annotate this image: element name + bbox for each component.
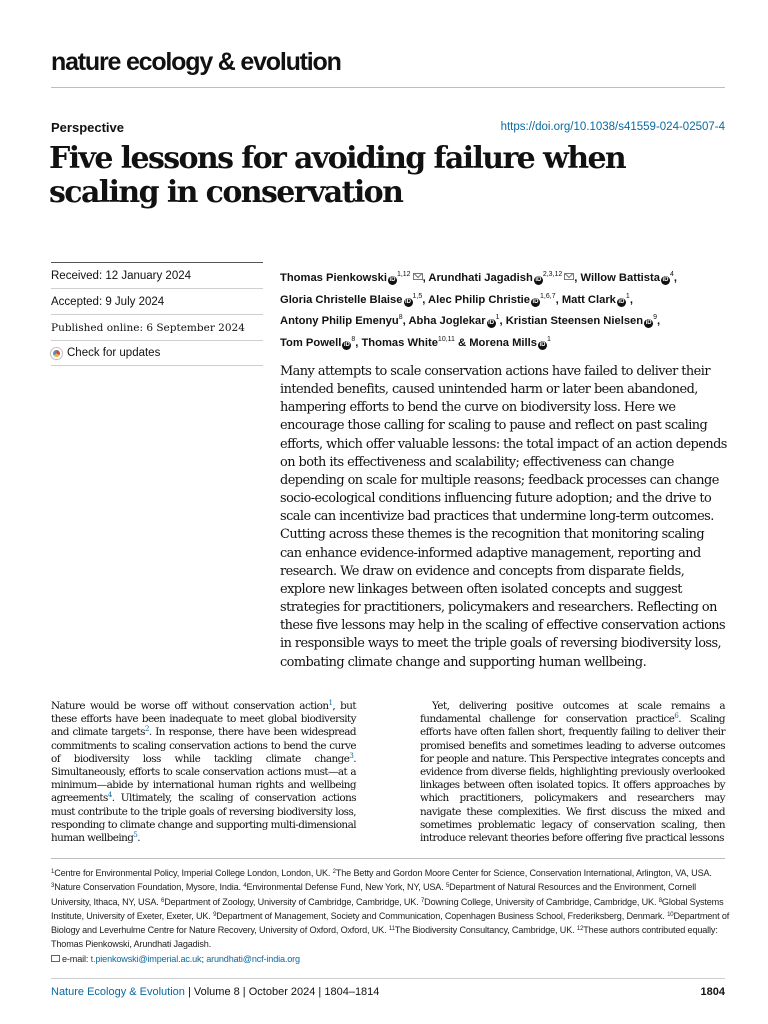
received-date: Received: 12 January 2024 xyxy=(51,262,263,288)
doi-link[interactable]: https://doi.org/10.1038/s41559-024-02507-4 xyxy=(500,121,725,133)
body-text: . xyxy=(137,832,141,845)
author-separator: , xyxy=(574,272,581,284)
affiliation-text: Environmental Defense Fund, New York, NY, USA. xyxy=(246,882,446,893)
footnote-divider xyxy=(51,858,725,859)
body-text: . Ultimately, the scaling of conservation actions must contribute to the triple goals of reversing biodiversity loss, responding to climate change and supporting multi-dimensional human wellbeing xyxy=(51,792,356,845)
author-list xyxy=(280,266,730,352)
author-affiliation: 2,3,12 xyxy=(542,271,563,278)
author-separator: & xyxy=(454,336,470,349)
footer-details: | Volume 8 | October 2024 | 1804–1814 xyxy=(184,986,380,998)
footer-journal-name[interactable]: Nature Ecology & Evolution xyxy=(51,986,185,998)
author-name[interactable]: Thomas White$^{10,11}$ xyxy=(361,335,455,349)
author-affiliation: 1,5 xyxy=(412,292,423,300)
email-label: e-mail: xyxy=(62,953,91,964)
article-type: Perspective xyxy=(51,120,124,135)
affiliation-text: The Betty and Gordon Moore Center for Science, Conservation International, Arlington, VA, USA. xyxy=(335,868,712,878)
author-name[interactable]: Arundhati Jagadish iD$^{2,3,12}$ xyxy=(428,272,574,284)
mail-icon[interactable] xyxy=(564,273,574,280)
orcid-icon[interactable]: iD xyxy=(539,341,546,348)
author-separator: , xyxy=(402,315,409,328)
author-name[interactable]: Morena Mills $iD^1$ xyxy=(469,335,551,349)
affiliation-number: 12 xyxy=(576,926,584,933)
author-affiliation: 1 xyxy=(546,335,551,343)
author-name[interactable]: Kristian Steensen Nielsen $iD^9$ xyxy=(505,314,658,328)
body-text: . In response, there have been widespread commitments to scaling conservation actions to bend the curve of biodiversity loss while tackling climate change xyxy=(51,726,356,765)
affiliation-text: Centre for Environmental Policy, Imperial College London, London, UK. xyxy=(54,868,333,878)
author-affiliation: 10,11 xyxy=(437,335,455,343)
article-dates xyxy=(51,262,263,366)
author-separator: , xyxy=(422,293,429,306)
affiliation-text: Department of Zoology, University of Cambridge, Cambridge, UK. xyxy=(164,896,421,907)
body-text: Nature would be worse off without conservation action xyxy=(51,700,329,712)
affiliation-number: 3 xyxy=(51,883,55,890)
author-separator: , xyxy=(355,336,362,349)
body-text: . Simultaneously, efforts to scale conservation actions must—at a minimum—abide by international human rights and wellbeing agreements xyxy=(51,752,356,805)
affiliation-number: 9 xyxy=(213,911,217,918)
author-separator: , xyxy=(629,293,633,306)
orcid-icon[interactable]: iD xyxy=(645,320,652,327)
affiliation-text: Nature Conservation Foundation, Mysore, India. xyxy=(54,882,244,893)
author-separator: , xyxy=(422,272,429,284)
footer-divider xyxy=(51,978,725,979)
citation-ref[interactable]: 3 xyxy=(349,751,354,760)
author-affiliation: 8 xyxy=(351,335,356,343)
affiliation-text: Downing College, University of Cambridge, Cambridge, UK. xyxy=(424,896,659,907)
author-separator: , xyxy=(657,315,661,328)
orcid-icon[interactable]: iD xyxy=(618,298,625,305)
orcid-icon[interactable]: iD xyxy=(532,298,539,305)
author-separator: , xyxy=(499,315,506,328)
citation-ref[interactable]: 5 xyxy=(133,831,138,840)
author-name[interactable]: Antony Philip Emenyu$^8$ xyxy=(280,314,403,328)
citation-ref[interactable]: 6 xyxy=(674,712,679,721)
article-title: Five lessons for avoiding failure when scaling in conservation xyxy=(49,141,626,210)
body-column-right xyxy=(420,700,725,845)
check-for-updates-button[interactable] xyxy=(51,340,263,366)
author-affiliation: 1,6,7 xyxy=(540,292,556,300)
orcid-icon[interactable]: iD xyxy=(389,277,396,283)
author-affiliation: 4 xyxy=(669,271,674,278)
citation-ref[interactable]: 2 xyxy=(144,725,149,734)
orcid-icon[interactable]: iD xyxy=(343,341,350,348)
affiliation-text: Department of Biology and Leverhulme Centre for Nature Recovery, University of Oxford, Oxford, UK. xyxy=(51,910,730,936)
orcid-icon[interactable]: iD xyxy=(662,277,669,283)
affiliation-number: 10 xyxy=(667,911,674,918)
mail-icon xyxy=(51,955,60,962)
affiliations xyxy=(51,866,731,966)
check-for-updates-label: Check for updates xyxy=(67,347,161,359)
affiliation-number: 2 xyxy=(332,869,336,875)
orcid-icon[interactable]: iD xyxy=(488,320,495,327)
footer-citation xyxy=(51,986,379,998)
author-affiliation: 1,12 xyxy=(396,271,411,278)
mail-icon[interactable] xyxy=(413,273,423,280)
affiliation-text: These authors contributed equally: Thomas Pienkowski, Arundhati Jagadish. xyxy=(51,925,718,950)
orcid-icon[interactable]: iD xyxy=(405,298,411,305)
email-link-pienkowski[interactable]: t.pienkowski@imperial.ac.uk xyxy=(90,953,202,964)
author-name[interactable]: Tom Powell $iD^8$ xyxy=(280,335,356,349)
affiliation-number: 5 xyxy=(445,883,450,890)
author-name[interactable]: Thomas Pienkowski iD$^{1,12}$ xyxy=(280,272,423,284)
affiliation-text: Department of Natural Resources and the Environment, Cornell University, Ithaca, NY, USA. xyxy=(51,882,696,907)
affiliation-number: 7 xyxy=(420,897,425,904)
correspondence-email xyxy=(51,952,731,966)
affiliation-text: Department of Management, Society and Communication, Copenhagen Business School, Frederiksberg, Denmark. xyxy=(216,910,668,921)
email-separator: ; xyxy=(201,953,207,964)
orcid-icon[interactable]: iD xyxy=(535,277,542,283)
affiliation-number: 6 xyxy=(161,897,165,904)
body-text: . Scaling efforts have often fallen short, frequently failing to deliver their promised benefits and sometimes leading to adverse outcomes for people and nature. This Perspective integrates concepts and evidence from diverse fields, highlighting previously overlooked linkages between often isolated topics. It offers approaches by which practitioners, policymakers and researchers may navigate these complexities. We first discuss the mixed and sometimes problematic legacy of conservation scaling, then introduce relevant theories before offering five practical lessons xyxy=(420,713,725,845)
accepted-date: Accepted: 9 July 2024 xyxy=(51,288,263,314)
author-name[interactable]: Abha Joglekar $iD^1$ xyxy=(408,314,500,328)
header-divider xyxy=(51,87,725,88)
author-name[interactable]: Willow Battista $iD^4$ xyxy=(580,271,674,284)
author-affiliation: 1 xyxy=(625,292,630,300)
body-column-left xyxy=(51,700,356,845)
affiliation-text: The Biodiversity Consultancy, Cambridge, UK. xyxy=(394,925,577,936)
affiliation-text: Global Systems Institute, University of Exeter, Exeter, UK. xyxy=(51,896,724,921)
author-separator: , xyxy=(555,293,562,306)
affiliation-number: 11 xyxy=(388,926,395,933)
body-text: Yet, delivering positive outcomes at scale remains a fundamental challenge for conservation practice xyxy=(420,700,725,726)
journal-name: nature ecology & evolution xyxy=(51,48,341,76)
author-affiliation: 8 xyxy=(398,314,403,322)
citation-ref[interactable]: 4 xyxy=(107,791,112,800)
affiliation-number: 1 xyxy=(51,869,55,875)
citation-ref[interactable]: 1 xyxy=(328,699,333,707)
affiliation-list xyxy=(51,868,729,949)
author-name[interactable]: Gloria Christelle Blaise iD$^{1,5}$ xyxy=(280,292,423,306)
author-affiliation: 1 xyxy=(495,314,500,322)
page-number: 1804 xyxy=(700,986,725,998)
published-date: Published online: 6 September 2024 xyxy=(51,314,263,340)
body-text: , but these efforts have been inadequate to meet global biodiversity and climate targets xyxy=(51,700,356,739)
affiliation-number: 4 xyxy=(243,883,247,890)
author-name[interactable]: Alec Philip Christie iD$^{1,6,7}$ xyxy=(428,292,556,306)
author-separator: , xyxy=(673,272,677,284)
email-link-jagadish[interactable]: arundhati@ncf-india.org xyxy=(206,953,300,964)
author-affiliation: 9 xyxy=(653,314,658,322)
author-name[interactable]: Matt Clark $iD^1$ xyxy=(561,292,630,306)
affiliation-number: 8 xyxy=(658,897,662,904)
crossmark-icon xyxy=(51,348,62,359)
abstract: Many attempts to scale conservation actions have failed to deliver their intended benefits, caused unintended harm or later been abandoned, hampering efforts to bend the curve on biodiversity loss. Here we encourage those calling for scaling to pause and reflect on past scaling efforts, which offer valuable lessons: the total impact of an action depends on both its effectiveness and scalability; effectiveness can change depending on scale for multiple reasons; feedback processes can change socio-ecological conditions influencing future adoption; and the drive to scale can incentivize bad practices that undermine long-term outcomes. Cutting across these themes is the recognition that monitoring scaling can enhance evidence-informed adaptive management, reporting and research. We draw on evidence and concepts from disparate fields, explore new linkages between often isolated concepts and suggest strategies for practitioners, policymakers and researchers. Reflecting on these five lessons may help in the scaling of effective conservation actions in responsible ways to meet the triple goals of reversing biodiversity loss, combating climate change and supporting human wellbeing. xyxy=(280,364,727,670)
